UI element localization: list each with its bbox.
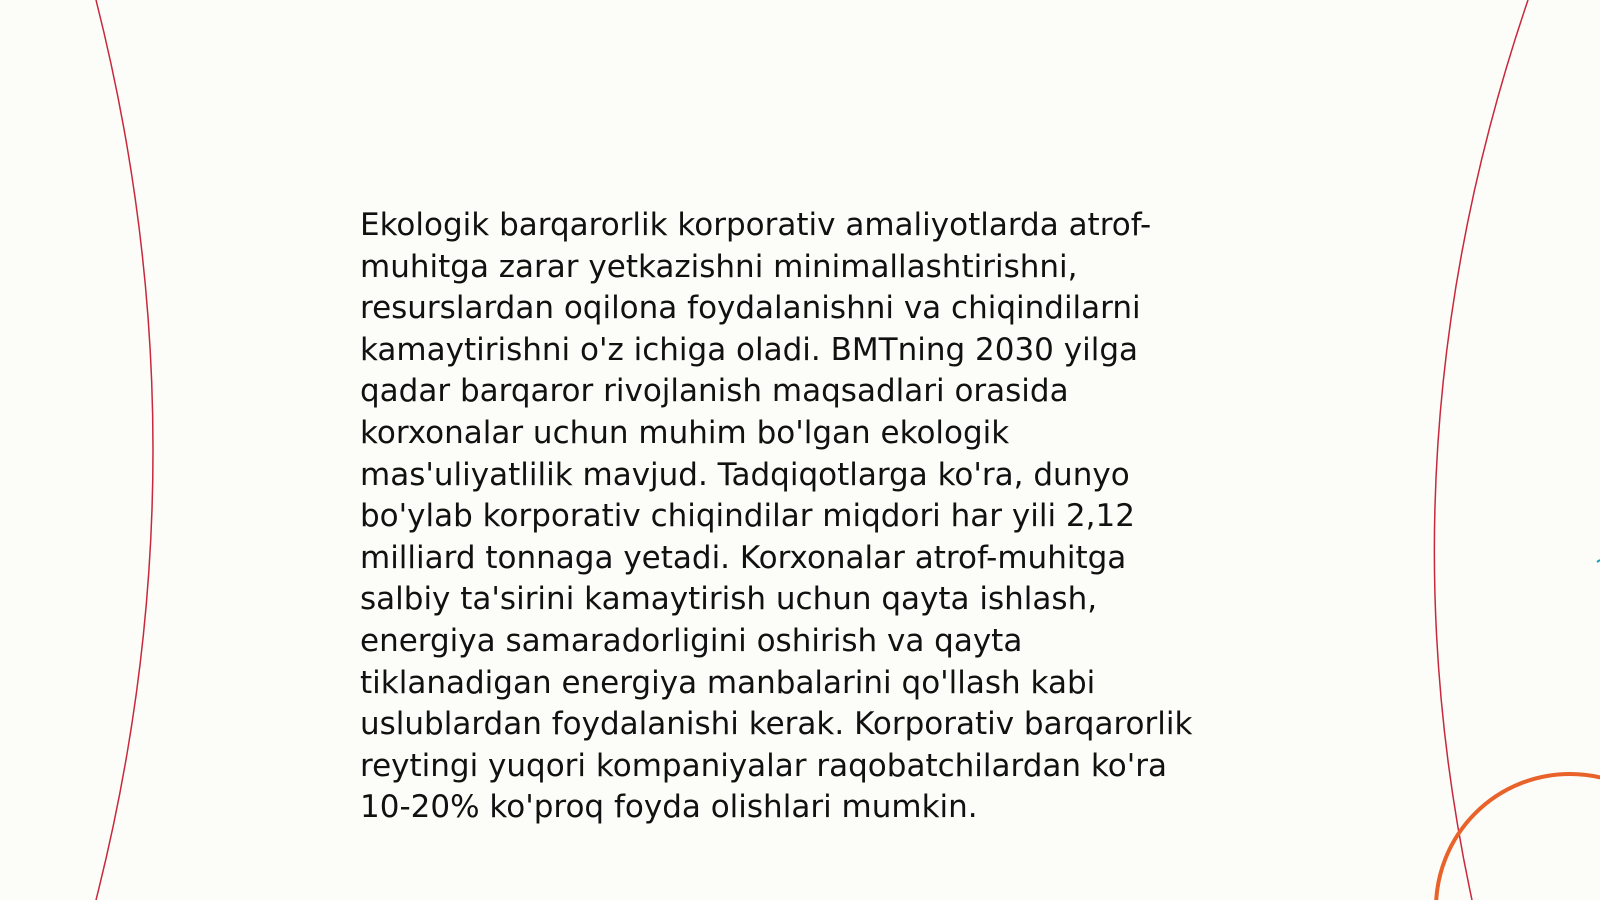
right-arc	[1434, 0, 1528, 900]
orange-ring	[1436, 774, 1600, 900]
body-text: Ekologik barqarorlik korporativ amaliyotlarda atrof- muhitga zarar yetkazishni minimallashtirishni, resurslardan oqilona foydalanishni va chiqindilarni kamaytirishni o'z ichiga oladi. BMTning 2030 yilga qadar barqaror rivojlanish maqsadlari orasida korxonalar uchun muhim bo'lgan ekologik mas'uliyatlilik mavjud. Tadqiqotlarga ko'ra, dunyo bo'ylab korporativ chiqindilar miqdori har yili 2,12 milliard tonnaga yetadi. Korxonalar atrof-muhitga salbiy ta'sirini kamaytirish uchun qayta ishlash, energiya samaradorligini oshirish va qayta tiklanadigan energiya manbalarini qo'llash kabi uslublardan foydalanishi kerak. Korporativ barqarorlik reytingi yuqori kompaniyalar raqobatchilardan ko'ra 10-20% ko'proq foyda olishlari mumkin.	[360, 207, 1193, 826]
left-arc	[96, 0, 153, 900]
